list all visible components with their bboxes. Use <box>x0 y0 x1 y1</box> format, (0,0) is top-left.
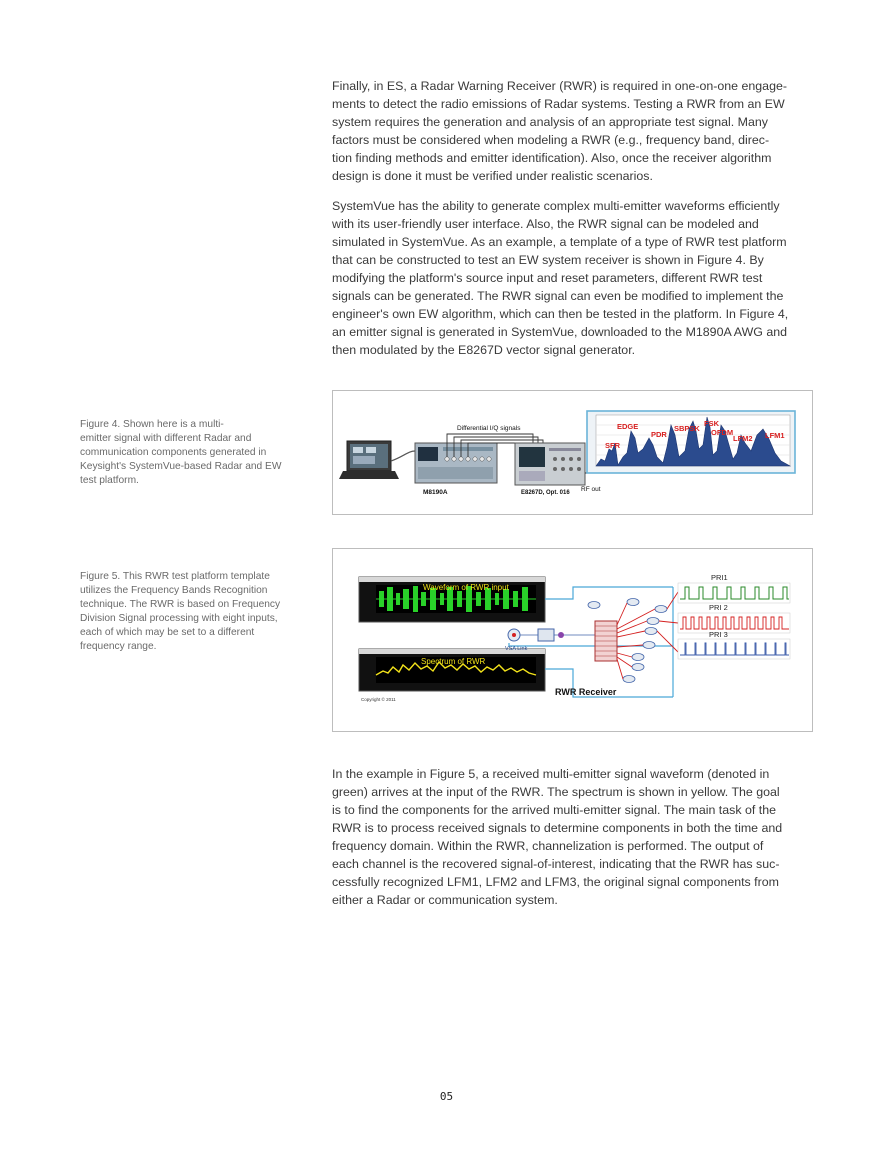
figure-5-diagram <box>333 549 812 731</box>
spectrum-plot <box>587 411 795 473</box>
rwr-receiver-block <box>595 621 617 661</box>
vsg-instrument-icon <box>515 443 585 485</box>
spectrum-label-sbpsk: SBPSK <box>674 424 700 433</box>
filter-block <box>538 629 554 641</box>
pri-plots <box>678 573 790 659</box>
spectrum-label-fsk: FSK <box>704 419 719 428</box>
paragraph-systemvue: SystemVue has the ability to generate complex multi-emitter waveforms efficiently with its user-friendly user interface. Also, the RWR signal can be modeled and simulated in SystemVue. As an example, a template of a type of RWR test platform that can be constructed to test an EW system receiver is shown in Figure 4. By modifying the platform's source input and reset parameters, different RWR test signals can be generated. The RWR signal can even be modified to implement the engineer's own EW algorithm, which can then be tested in the platform. In Figure 4, an emitter signal is generated in SystemVue, downloaded to the M1890A AWG and then modulated by the E8267D vector signal generator. <box>332 199 789 357</box>
spectrum-label-lfm1: LFM1 <box>765 431 785 440</box>
node-dot <box>558 632 564 638</box>
waveform-window <box>359 577 545 622</box>
paragraph-rwr-intro: Finally, in ES, a Radar Warning Receiver (RWR) is required in one-on-one engage- ments to detect the radio emissions of Radar systems. Testing a RWR from an EW system requires the generation and analysis of an appropriate test signal. Many factors must be considered when modeling a RWR (e.g., frequency band, direc- tion finding methods and emitter identification). Also, once the receiver algorithm design is done it must be verified under realistic scenarios. <box>332 79 787 183</box>
page-number: 05 <box>439 1090 454 1103</box>
vsa-link-icon <box>508 629 520 641</box>
paragraph-figure-5-example: In the example in Figure 5, a received multi-emitter signal waveform (denoted in green) arrives at the input of the RWR. The spectrum is shown in yellow. The goal is to find the components for the arrived multi-emitter signal. The main task of the RWR is to process received signals to determine components in both the time and frequency domain. Within the RWR, channelization is performed. The output of each channel is the recovered signal-of-interest, indicating that the RWR has suc- cessfully recognized LFM1, LFM2 and LFM3, the original signal components from either a Radar or communication system. <box>332 767 783 907</box>
spectrum-window <box>359 649 545 691</box>
pri3-label: PRI 3 <box>709 630 728 639</box>
figure-4-diagram <box>333 391 812 514</box>
rf-out-label: RF out <box>581 486 601 493</box>
spectrum-label: Spectrum of RWR <box>421 657 486 666</box>
spectrum-label-edge: EDGE <box>617 422 639 431</box>
figure-4 <box>332 390 813 515</box>
awg-label: M8190A <box>423 489 448 496</box>
vsg-label: E8267D, Opt. 016 <box>521 490 570 496</box>
awg-instrument-icon <box>415 443 497 483</box>
copyright-label: Copyright © 2011 <box>361 697 396 702</box>
iq-signals-label: Differential I/Q signals <box>457 425 521 432</box>
spectrum-label-pdr: PDR <box>651 430 667 439</box>
spectrum-label-ofdm: OFDM <box>711 428 734 437</box>
spectrum-label-lfm2: LFM2 <box>733 434 753 443</box>
figure-5-caption: Figure 5. This RWR test platform template utilizes the Frequency Bands Recognition technique. The RWR is based on Frequency Division Signal processing with eight inputs, each of which may be set to a different frequency range. <box>80 571 281 652</box>
pri2-label: PRI 2 <box>709 603 728 612</box>
laptop-icon <box>339 441 399 479</box>
output-arrows <box>617 592 678 679</box>
waveform-label: Waveform of RWR input <box>423 583 509 592</box>
cable-line <box>391 451 415 461</box>
figure-4-caption: Figure 4. Shown here is a multi- emitter signal with different Radar and communication components generated in Keysight's SystemVue-based Radar and EW test platform. <box>80 419 282 486</box>
pri1-label: PRI1 <box>711 573 728 582</box>
vsa-link-label: VSA Link <box>505 646 528 652</box>
spectrum-label-sfr: SFR <box>605 441 620 450</box>
figure-5 <box>332 548 813 732</box>
rwr-receiver-label: RWR Receiver <box>555 687 617 697</box>
